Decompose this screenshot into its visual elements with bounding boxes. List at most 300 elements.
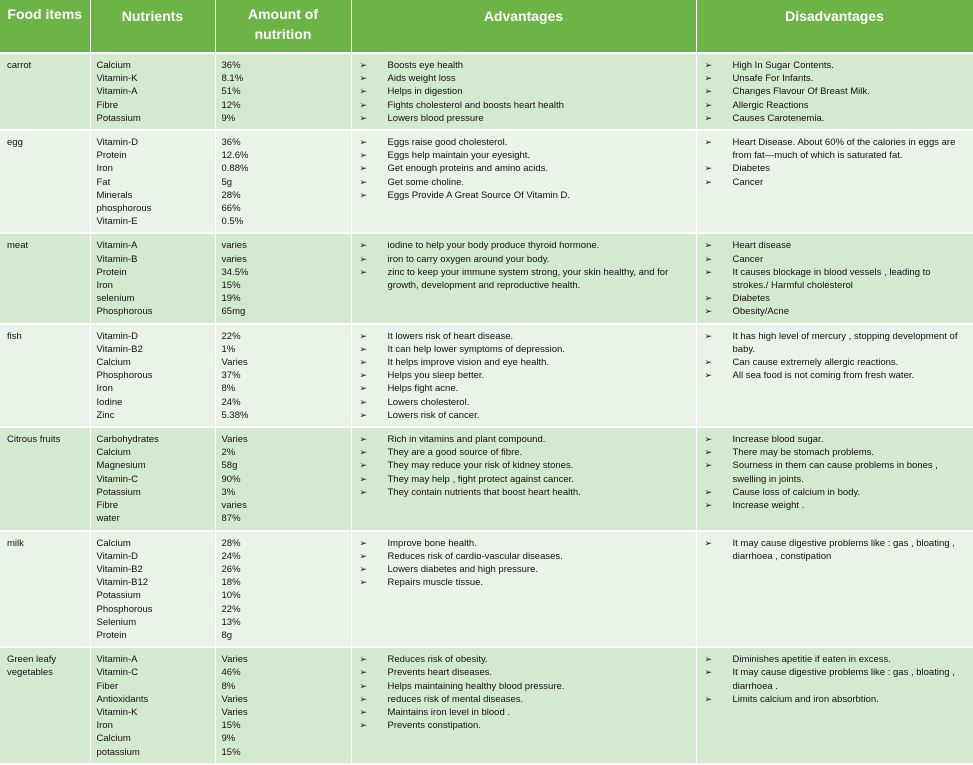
arrow-bullet-icon: ➢ xyxy=(704,306,713,317)
disadvantage-text: Diabetes xyxy=(732,293,770,305)
nutrient-entry: Vitamin-K xyxy=(96,706,138,718)
nutrient-entry: water xyxy=(96,513,120,525)
nutrient-entry: Potassium xyxy=(96,112,141,124)
nutrient-entry: Protein xyxy=(96,150,127,162)
header-nutrients: Nutrients xyxy=(90,0,215,53)
disadvantage-text: Cancer xyxy=(732,253,764,265)
disadvantage-text: Limits calcium and iron absorbtion. xyxy=(732,693,879,705)
arrow-bullet-icon: ➢ xyxy=(359,266,368,277)
amount-entry: 15% xyxy=(221,746,241,758)
arrow-bullet-icon: ➢ xyxy=(704,370,713,381)
food-item-cell: Citrous fruits xyxy=(0,427,90,530)
disadvantage-text: Increase blood sugar. xyxy=(732,434,824,446)
disadvantage-item xyxy=(703,59,967,72)
arrow-bullet-icon: ➢ xyxy=(704,163,713,174)
advantage-text: Helps in digestion xyxy=(387,86,463,98)
advantage-text: zinc to keep your immune system strong, your skin healthy, and for growth, development and reproductive health. xyxy=(387,266,669,292)
disadvantage-text: Unsafe For Infants. xyxy=(732,73,814,85)
nutrient-entry: Iron xyxy=(96,383,113,395)
amount-cell xyxy=(215,233,351,323)
nutrient-entry: Phosphorous xyxy=(96,306,153,318)
disadvantage-list xyxy=(703,537,967,563)
advantage-text: Lowers blood pressure xyxy=(387,112,484,124)
advantage-text: Fights cholesterol and boosts heart health xyxy=(387,99,564,111)
arrow-bullet-icon: ➢ xyxy=(704,330,713,341)
amount-entry: 0.5% xyxy=(221,216,244,228)
amount-cell xyxy=(215,130,351,233)
amount-entry: 66% xyxy=(221,203,241,215)
arrow-bullet-icon: ➢ xyxy=(704,176,713,187)
amount-entry: 26% xyxy=(221,563,241,575)
advantage-list xyxy=(358,330,690,422)
disadvantage-item xyxy=(703,136,967,162)
advantage-item xyxy=(358,433,690,446)
disadvantage-item xyxy=(703,486,967,499)
amount-entry: 15% xyxy=(221,720,241,732)
header-advantages: Advantages xyxy=(351,0,696,53)
advantage-text: Prevents constipation. xyxy=(387,720,481,732)
advantage-item xyxy=(358,576,690,589)
nutrient-entry: Calcium xyxy=(96,60,131,71)
nutrient-entry: Phosphorous xyxy=(96,603,153,615)
nutrient-entry: Vitamin-B2 xyxy=(96,343,143,355)
advantage-text: Prevents heart diseases. xyxy=(387,667,493,679)
arrow-bullet-icon: ➢ xyxy=(359,176,368,187)
advantage-text: Maintains iron level in blood . xyxy=(387,706,511,718)
table-row xyxy=(0,324,973,427)
nutrient-entry: Calcium xyxy=(96,537,131,549)
advantage-item xyxy=(358,266,690,292)
disadvantage-text: It has high level of mercury , stopping development of baby. xyxy=(732,330,958,355)
nutrient-entry: Potassium xyxy=(96,486,141,498)
disadvantage-cell xyxy=(696,53,973,130)
advantage-text: iron to carry oxygen around your body. xyxy=(387,253,550,265)
amount-entry: 36% xyxy=(221,137,241,149)
amount-entry: 34.5% xyxy=(221,266,249,278)
advantage-text: They are a good source of fibre. xyxy=(387,447,523,459)
nutrient-entry: Magnesium xyxy=(96,460,146,472)
advantage-item xyxy=(358,72,690,85)
advantage-item xyxy=(358,473,690,486)
amount-entry: 65mg xyxy=(221,306,246,318)
advantage-text: Eggs raise good cholesterol. xyxy=(387,137,508,149)
amount-entry: 12.6% xyxy=(221,150,249,162)
advantage-item xyxy=(358,537,690,550)
arrow-bullet-icon: ➢ xyxy=(359,370,368,381)
disadvantage-text: It may cause digestive problems like : gas , bloating , diarrhoea . xyxy=(732,667,955,692)
advantage-text: Rich in vitamins and plant compound. xyxy=(387,434,546,446)
amount-entry: Varies xyxy=(221,434,248,446)
advantage-item xyxy=(358,409,690,422)
food-item-cell: meat xyxy=(0,233,90,323)
arrow-bullet-icon: ➢ xyxy=(359,460,368,471)
amount-entry: 90% xyxy=(221,473,241,485)
amount-cell xyxy=(215,531,351,648)
advantage-list xyxy=(358,537,690,590)
nutrient-entry: Vitamin-A xyxy=(96,654,138,666)
nutrient-cell xyxy=(90,647,215,764)
amount-entry: 3% xyxy=(221,486,236,498)
nutrient-entry: Selenium xyxy=(96,616,137,628)
advantage-text: Eggs help maintain your eyesight. xyxy=(387,150,531,162)
disadvantage-item xyxy=(703,239,967,252)
amount-entry: 18% xyxy=(221,577,241,589)
nutrient-entry: Iron xyxy=(96,280,113,292)
arrow-bullet-icon: ➢ xyxy=(359,112,368,123)
advantage-list xyxy=(358,59,690,125)
advantage-cell xyxy=(351,427,696,530)
arrow-bullet-icon: ➢ xyxy=(704,537,713,548)
disadvantage-text: Cause loss of calcium in body. xyxy=(732,486,861,498)
nutrient-entry: Vitamin-D xyxy=(96,550,139,562)
advantage-text: Improve bone health. xyxy=(387,537,477,549)
amount-entry: 8% xyxy=(221,680,236,692)
nutrient-entry: phosphorous xyxy=(96,203,152,215)
amount-entry: 15% xyxy=(221,280,241,292)
disadvantage-cell xyxy=(696,531,973,648)
advantage-text: Lowers cholesterol. xyxy=(387,396,470,408)
arrow-bullet-icon: ➢ xyxy=(704,240,713,251)
header-row xyxy=(0,0,973,53)
table-row xyxy=(0,427,973,530)
disadvantage-list xyxy=(703,653,967,706)
advantage-item xyxy=(358,253,690,266)
table-row xyxy=(0,531,973,648)
advantage-item xyxy=(358,330,690,343)
disadvantage-text: Diminishes apetitie if eaten in excess. xyxy=(732,654,891,666)
disadvantage-item xyxy=(703,693,967,706)
disadvantage-item xyxy=(703,72,967,85)
disadvantage-list xyxy=(703,330,967,383)
advantage-cell xyxy=(351,531,696,648)
arrow-bullet-icon: ➢ xyxy=(359,537,368,548)
nutrient-entry: Vitamin-B2 xyxy=(96,563,143,575)
advantage-item xyxy=(358,653,690,666)
amount-entry: 37% xyxy=(221,370,241,382)
advantage-item xyxy=(358,706,690,719)
arrow-bullet-icon: ➢ xyxy=(704,86,713,97)
advantage-item xyxy=(358,382,690,395)
disadvantage-text: Allergic Reactions xyxy=(732,99,809,111)
arrow-bullet-icon: ➢ xyxy=(704,357,713,368)
food-item-cell: egg xyxy=(0,130,90,233)
arrow-bullet-icon: ➢ xyxy=(704,73,713,84)
disadvantage-item xyxy=(703,85,967,98)
nutrient-entry: Calcium xyxy=(96,733,131,745)
advantage-text: Helps you sleep better. xyxy=(387,370,485,382)
arrow-bullet-icon: ➢ xyxy=(359,486,368,497)
advantage-text: They may reduce your risk of kidney stones. xyxy=(387,460,574,472)
amount-entry: 22% xyxy=(221,330,241,342)
advantage-item xyxy=(358,719,690,732)
advantage-text: It can help lower symptoms of depression. xyxy=(387,343,565,355)
disadvantage-cell xyxy=(696,647,973,764)
arrow-bullet-icon: ➢ xyxy=(359,473,368,484)
arrow-bullet-icon: ➢ xyxy=(704,460,713,471)
arrow-bullet-icon: ➢ xyxy=(359,99,368,110)
nutrient-entry: Vitamin-K xyxy=(96,73,138,85)
advantage-item xyxy=(358,162,690,175)
advantage-list xyxy=(358,433,690,499)
nutrient-entry: selenium xyxy=(96,293,135,305)
advantage-item xyxy=(358,459,690,472)
amount-entry: 5.38% xyxy=(221,409,249,421)
amount-entry: 9% xyxy=(221,733,236,745)
advantage-text: reduces risk of mental diseases. xyxy=(387,693,524,705)
disadvantage-item xyxy=(703,356,967,369)
disadvantage-item xyxy=(703,112,967,125)
arrow-bullet-icon: ➢ xyxy=(359,706,368,717)
advantage-item xyxy=(358,239,690,252)
advantage-text: Aids weight loss xyxy=(387,73,456,85)
nutrient-entry: Vitamin-E xyxy=(96,216,138,228)
advantage-item xyxy=(358,680,690,693)
advantage-item xyxy=(358,666,690,679)
disadvantage-list xyxy=(703,433,967,512)
disadvantage-item xyxy=(703,459,967,485)
nutrient-entry: Vitamin-A xyxy=(96,86,138,98)
amount-entry: 9% xyxy=(221,112,236,124)
nutrient-entry: Iron xyxy=(96,163,113,175)
nutrient-cell xyxy=(90,531,215,648)
amount-entry: Varies xyxy=(221,654,248,666)
disadvantage-text: Sourness in them can cause problems in bones , swelling in joints. xyxy=(732,460,938,485)
arrow-bullet-icon: ➢ xyxy=(359,86,368,97)
nutrient-entry: Fibre xyxy=(96,500,119,512)
nutrient-entry: Antioxidants xyxy=(96,693,149,705)
nutrient-cell xyxy=(90,427,215,530)
arrow-bullet-icon: ➢ xyxy=(359,189,368,200)
nutrient-entry: Fibre xyxy=(96,99,119,111)
advantage-item xyxy=(358,112,690,125)
advantage-text: Helps maintaining healthy blood pressure. xyxy=(387,680,565,692)
arrow-bullet-icon: ➢ xyxy=(704,293,713,304)
amount-cell xyxy=(215,324,351,427)
nutrient-entry: Fiber xyxy=(96,680,119,692)
advantage-cell xyxy=(351,130,696,233)
advantage-cell xyxy=(351,233,696,323)
disadvantage-text: Changes Flavour Of Breast Milk. xyxy=(732,86,870,98)
nutrient-entry: Carbohydrates xyxy=(96,434,159,446)
amount-entry: 10% xyxy=(221,590,241,602)
arrow-bullet-icon: ➢ xyxy=(359,357,368,368)
advantage-text: iodine to help your body produce thyroid hormone. xyxy=(387,240,600,252)
advantage-item xyxy=(358,486,690,499)
amount-entry: 28% xyxy=(221,189,241,201)
amount-entry: 0.88% xyxy=(221,163,249,175)
disadvantage-item xyxy=(703,266,967,292)
advantage-list xyxy=(358,239,690,292)
disadvantage-text: All sea food is not coming from fresh water. xyxy=(732,370,915,382)
amount-cell xyxy=(215,427,351,530)
arrow-bullet-icon: ➢ xyxy=(704,667,713,678)
arrow-bullet-icon: ➢ xyxy=(359,163,368,174)
disadvantage-item xyxy=(703,653,967,666)
advantage-text: It helps improve vision and eye health. xyxy=(387,357,550,369)
nutrient-entry: Zinc xyxy=(96,409,115,421)
arrow-bullet-icon: ➢ xyxy=(359,240,368,251)
advantage-item xyxy=(358,136,690,149)
arrow-bullet-icon: ➢ xyxy=(359,667,368,678)
nutrient-entry: Calcium xyxy=(96,447,131,459)
advantage-text: Eggs Provide A Great Source Of Vitamin D. xyxy=(387,189,571,201)
advantage-item xyxy=(358,176,690,189)
advantage-list xyxy=(358,136,690,202)
amount-entry: 8g xyxy=(221,629,233,641)
table-row xyxy=(0,647,973,764)
arrow-bullet-icon: ➢ xyxy=(359,137,368,148)
arrow-bullet-icon: ➢ xyxy=(359,73,368,84)
disadvantage-text: High In Sugar Contents. xyxy=(732,60,834,71)
amount-entry: 24% xyxy=(221,396,241,408)
advantage-text: It lowers risk of heart disease. xyxy=(387,330,514,342)
advantage-text: Reduces risk of cardio-vascular diseases. xyxy=(387,550,563,562)
amount-entry: 19% xyxy=(221,293,241,305)
disadvantage-text: Can cause extremely allergic reactions. xyxy=(732,357,899,369)
arrow-bullet-icon: ➢ xyxy=(359,253,368,264)
disadvantage-item xyxy=(703,305,967,318)
amount-entry: varies xyxy=(221,253,247,265)
disadvantage-text: It causes blockage in blood vessels , leading to strokes./ Harmful cholesterol xyxy=(732,266,931,292)
arrow-bullet-icon: ➢ xyxy=(359,330,368,341)
amount-entry: 1% xyxy=(221,343,236,355)
disadvantage-text: Obesity/Acne xyxy=(732,306,789,318)
disadvantage-item xyxy=(703,433,967,446)
nutrient-entry: Vitamin-B xyxy=(96,253,138,265)
disadvantage-item xyxy=(703,253,967,266)
amount-entry: 8.1% xyxy=(221,73,244,85)
arrow-bullet-icon: ➢ xyxy=(359,447,368,458)
disadvantage-item xyxy=(703,292,967,305)
amount-cell xyxy=(215,647,351,764)
arrow-bullet-icon: ➢ xyxy=(359,693,368,704)
table-row xyxy=(0,130,973,233)
amount-entry: 12% xyxy=(221,99,241,111)
nutrient-entry: Calcium xyxy=(96,357,131,369)
disadvantage-item xyxy=(703,446,967,459)
disadvantage-list xyxy=(703,239,967,318)
disadvantage-list xyxy=(703,59,967,125)
amount-entry: 58g xyxy=(221,460,238,472)
disadvantage-text: It may cause digestive problems like : gas , bloating , diarrhoea , constipation xyxy=(732,537,955,562)
nutrient-entry: Vitamin-D xyxy=(96,330,139,342)
arrow-bullet-icon: ➢ xyxy=(704,654,713,665)
disadvantage-cell xyxy=(696,324,973,427)
arrow-bullet-icon: ➢ xyxy=(359,550,368,561)
arrow-bullet-icon: ➢ xyxy=(704,486,713,497)
advantage-item xyxy=(358,99,690,112)
arrow-bullet-icon: ➢ xyxy=(359,150,368,161)
disadvantage-item xyxy=(703,162,967,175)
nutrient-entry: Potassium xyxy=(96,590,141,602)
disadvantage-text: There may be stomach problems. xyxy=(732,447,875,459)
nutrient-cell xyxy=(90,53,215,130)
arrow-bullet-icon: ➢ xyxy=(359,577,368,588)
header-food-items: Food items xyxy=(0,0,90,53)
amount-entry: Varies xyxy=(221,693,248,705)
nutrient-entry: Protein xyxy=(96,629,127,641)
amount-entry: 36% xyxy=(221,60,241,71)
nutrient-entry: Vitamin-C xyxy=(96,473,139,485)
nutrient-entry: Iron xyxy=(96,720,113,732)
nutrient-entry: Vitamin-A xyxy=(96,240,138,252)
arrow-bullet-icon: ➢ xyxy=(359,654,368,665)
arrow-bullet-icon: ➢ xyxy=(704,112,713,123)
arrow-bullet-icon: ➢ xyxy=(359,60,368,70)
amount-entry: 22% xyxy=(221,603,241,615)
advantage-text: They may help , fight protect against cancer. xyxy=(387,473,574,485)
amount-entry: 87% xyxy=(221,513,241,525)
nutrient-entry: Iodine xyxy=(96,396,123,408)
advantage-item xyxy=(358,59,690,72)
advantage-item xyxy=(358,149,690,162)
nutrient-entry: Minerals xyxy=(96,189,133,201)
advantage-item xyxy=(358,446,690,459)
nutrient-entry: Protein xyxy=(96,266,127,278)
nutrient-entry: Vitamin-B12 xyxy=(96,577,149,589)
advantage-item xyxy=(358,369,690,382)
advantage-text: Helps fight acne. xyxy=(387,383,459,395)
advantage-text: Get some choline. xyxy=(387,176,465,188)
advantage-item xyxy=(358,356,690,369)
disadvantage-text: Heart Disease. About 60% of the calories in eggs are from fat—much of which is saturated fat. xyxy=(732,137,956,162)
arrow-bullet-icon: ➢ xyxy=(359,563,368,574)
disadvantage-text: Cancer xyxy=(732,176,764,188)
arrow-bullet-icon: ➢ xyxy=(704,500,713,511)
amount-entry: Varies xyxy=(221,357,248,369)
advantage-item xyxy=(358,189,690,202)
advantage-item xyxy=(358,396,690,409)
arrow-bullet-icon: ➢ xyxy=(704,434,713,445)
advantage-item xyxy=(358,343,690,356)
table-row xyxy=(0,53,973,130)
advantage-text: Repairs muscle tissue. xyxy=(387,577,484,589)
nutrient-entry: potassium xyxy=(96,746,140,758)
advantage-text: Reduces risk of obesity. xyxy=(387,654,488,666)
arrow-bullet-icon: ➢ xyxy=(704,266,713,277)
advantage-text: Boosts eye health xyxy=(387,60,464,71)
disadvantage-item xyxy=(703,330,967,356)
food-item-cell: milk xyxy=(0,531,90,648)
arrow-bullet-icon: ➢ xyxy=(359,409,368,420)
advantage-item xyxy=(358,85,690,98)
amount-entry: 28% xyxy=(221,537,241,549)
advantage-text: Lowers risk of cancer. xyxy=(387,409,480,421)
arrow-bullet-icon: ➢ xyxy=(359,343,368,354)
amount-entry: Varies xyxy=(221,706,248,718)
nutrient-cell xyxy=(90,324,215,427)
disadvantage-list xyxy=(703,136,967,189)
disadvantage-item xyxy=(703,537,967,563)
arrow-bullet-icon: ➢ xyxy=(359,396,368,407)
advantage-item xyxy=(358,563,690,576)
advantage-text: Get enough proteins and amino acids. xyxy=(387,163,549,175)
disadvantage-text: Causes Carotenemia. xyxy=(732,112,825,124)
disadvantage-text: Increase weight . xyxy=(732,500,805,512)
advantage-list xyxy=(358,653,690,732)
header-amount: Amount of nutrition xyxy=(215,0,351,53)
food-item-cell: carrot xyxy=(0,53,90,130)
nutrient-entry: Phosphorous xyxy=(96,370,153,382)
amount-entry: varies xyxy=(221,240,247,252)
arrow-bullet-icon: ➢ xyxy=(359,680,368,691)
amount-entry: 24% xyxy=(221,550,241,562)
disadvantage-text: Heart disease xyxy=(732,240,792,252)
amount-entry: 46% xyxy=(221,667,241,679)
arrow-bullet-icon: ➢ xyxy=(704,447,713,458)
arrow-bullet-icon: ➢ xyxy=(704,137,713,148)
arrow-bullet-icon: ➢ xyxy=(704,60,713,70)
